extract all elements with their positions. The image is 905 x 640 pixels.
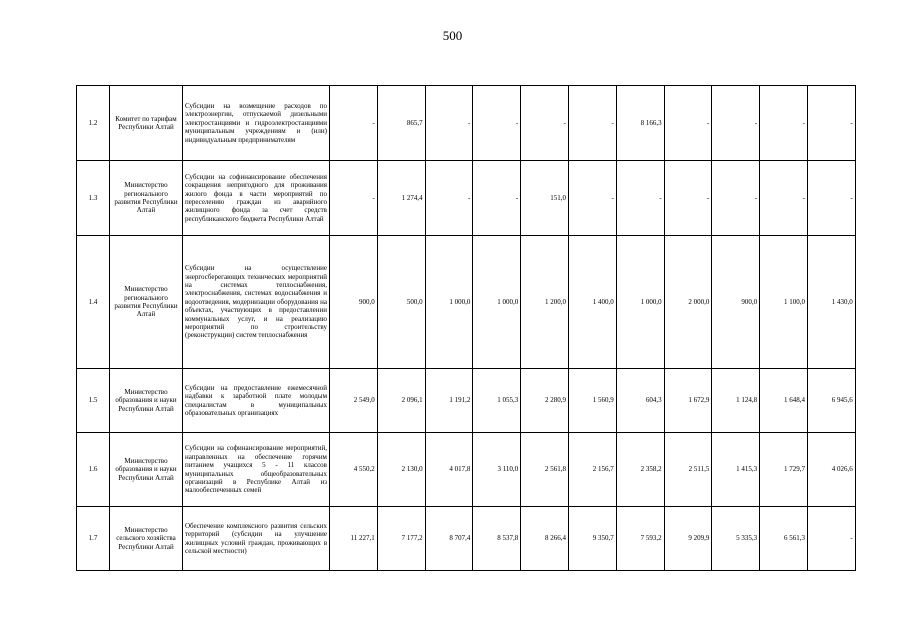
value-cell: 1 672,9 bbox=[664, 369, 712, 433]
value-cell: - bbox=[473, 161, 521, 236]
value-cell: 4 026,6 bbox=[807, 433, 855, 507]
table-row bbox=[77, 507, 856, 571]
value-cell: 11 227,1 bbox=[330, 507, 378, 571]
value-cell: 1 000,0 bbox=[473, 236, 521, 369]
value-cell: - bbox=[807, 161, 855, 236]
value-cell: - bbox=[568, 86, 616, 161]
description-cell: Субсидии на возмещение расходов по электроэнергии, отпускаемой дизельными электростанциями и гидроэлектростанциями муниципальным учреждениям и (или) индивидуальным предпринимателям bbox=[183, 86, 330, 161]
value-cell: 900,0 bbox=[712, 236, 760, 369]
value-cell: - bbox=[473, 86, 521, 161]
value-cell: 4 017,8 bbox=[425, 433, 473, 507]
description-cell: Субсидии на софинансирование мероприятий, направленных на обеспечение горячим питанием учащихся 5 - 11 классов муниципальных общеобразовательных организаций в Республике Алтай из малообеспеченных семей bbox=[183, 433, 330, 507]
value-cell: 6 561,3 bbox=[760, 507, 808, 571]
row-number-cell: 1.4 bbox=[77, 236, 110, 369]
table-row bbox=[77, 369, 856, 433]
description-cell: Субсидии на софинансирование обеспечения сокращения непригодного для проживания жилого фонда в части мероприятий по переселению граждан из аварийного жилищного фонда за счет средств республиканского бюджета Республики Алтай bbox=[183, 161, 330, 236]
value-cell: 3 110,0 bbox=[473, 433, 521, 507]
value-cell: 151,0 bbox=[521, 161, 569, 236]
value-cell: 604,3 bbox=[616, 369, 664, 433]
row-number-cell: 1.2 bbox=[77, 86, 110, 161]
value-cell: - bbox=[807, 86, 855, 161]
value-cell: 1 000,0 bbox=[616, 236, 664, 369]
value-cell: - bbox=[568, 161, 616, 236]
value-cell: 1 430,0 bbox=[807, 236, 855, 369]
value-cell: - bbox=[425, 161, 473, 236]
value-cell: 5 335,3 bbox=[712, 507, 760, 571]
organization-cell: Министерство сельского хозяйства Республики Алтай bbox=[110, 507, 183, 571]
value-cell: 1 648,4 bbox=[760, 369, 808, 433]
organization-cell: Министерство образования и науки Республики Алтай bbox=[110, 433, 183, 507]
description-cell: Обеспечение комплексного развития сельских территорий (субсидии на улучшение жилищных условий граждан, проживающих в сельской местности) bbox=[183, 507, 330, 571]
organization-cell: Министерство образования и науки Республики Алтай bbox=[110, 369, 183, 433]
value-cell: 500,0 bbox=[377, 236, 425, 369]
value-cell: - bbox=[712, 161, 760, 236]
value-cell: 900,0 bbox=[330, 236, 378, 369]
value-cell: 1 729,7 bbox=[760, 433, 808, 507]
page-number: 500 bbox=[442, 28, 463, 43]
value-cell: 1 200,0 bbox=[521, 236, 569, 369]
value-cell: 4 550,2 bbox=[330, 433, 378, 507]
value-cell: - bbox=[760, 86, 808, 161]
row-number-cell: 1.5 bbox=[77, 369, 110, 433]
value-cell: 865,7 bbox=[377, 86, 425, 161]
value-cell: 1 000,0 bbox=[425, 236, 473, 369]
value-cell: 1 124,8 bbox=[712, 369, 760, 433]
value-cell: 8 707,4 bbox=[425, 507, 473, 571]
value-cell: 9 350,7 bbox=[568, 507, 616, 571]
value-cell: - bbox=[664, 161, 712, 236]
value-cell: 2 130,0 bbox=[377, 433, 425, 507]
value-cell: 8 266,4 bbox=[521, 507, 569, 571]
value-cell: - bbox=[712, 86, 760, 161]
organization-cell: Комитет по тарифам Республики Алтай bbox=[110, 86, 183, 161]
value-cell: 2 561,8 bbox=[521, 433, 569, 507]
organization-cell: Министерство регионального развития Республики Алтай bbox=[110, 236, 183, 369]
organization-cell: Министерство регионального развития Республики Алтай bbox=[110, 161, 183, 236]
value-cell: 2 549,0 bbox=[330, 369, 378, 433]
value-cell: - bbox=[760, 161, 808, 236]
value-cell: 1 274,4 bbox=[377, 161, 425, 236]
value-cell: 1 055,3 bbox=[473, 369, 521, 433]
value-cell: - bbox=[664, 86, 712, 161]
value-cell: 1 560,9 bbox=[568, 369, 616, 433]
value-cell: 1 400,0 bbox=[568, 236, 616, 369]
row-number-cell: 1.7 bbox=[77, 507, 110, 571]
value-cell: 2 156,7 bbox=[568, 433, 616, 507]
value-cell: 1 415,3 bbox=[712, 433, 760, 507]
value-cell: 2 511,5 bbox=[664, 433, 712, 507]
table-row bbox=[77, 236, 856, 369]
table-row bbox=[77, 86, 856, 161]
value-cell: - bbox=[425, 86, 473, 161]
value-cell: - bbox=[616, 161, 664, 236]
value-cell: 6 945,6 bbox=[807, 369, 855, 433]
value-cell: 7 593,2 bbox=[616, 507, 664, 571]
value-cell: 2 000,0 bbox=[664, 236, 712, 369]
value-cell: - bbox=[330, 161, 378, 236]
value-cell: - bbox=[807, 507, 855, 571]
table-row bbox=[77, 433, 856, 507]
value-cell: - bbox=[521, 86, 569, 161]
value-cell: - bbox=[330, 86, 378, 161]
value-cell: 1 191,2 bbox=[425, 369, 473, 433]
description-cell: Субсидии на предоставление ежемесячной надбавки к заработной плате молодым специалистам в муниципальных образовательных организациях bbox=[183, 369, 330, 433]
value-cell: 8 166,3 bbox=[616, 86, 664, 161]
budget-table bbox=[76, 85, 856, 571]
value-cell: 2 358,2 bbox=[616, 433, 664, 507]
table-row bbox=[77, 161, 856, 236]
value-cell: 8 537,8 bbox=[473, 507, 521, 571]
value-cell: 7 177,2 bbox=[377, 507, 425, 571]
row-number-cell: 1.6 bbox=[77, 433, 110, 507]
description-cell: Субсидии на осуществление энергосберегающих технических мероприятий на системах теплоснабжения, электроснабжения, системах водоснабжения и водоотведения, модернизации оборудования на объектах, участвующих в предоставлении коммунальных услуг, и на реализацию мероприятий по строительству (реконструкции) систем теплоснабжения bbox=[183, 236, 330, 369]
row-number-cell: 1.3 bbox=[77, 161, 110, 236]
value-cell: 9 209,9 bbox=[664, 507, 712, 571]
value-cell: 1 100,0 bbox=[760, 236, 808, 369]
value-cell: 2 096,1 bbox=[377, 369, 425, 433]
value-cell: 2 280,9 bbox=[521, 369, 569, 433]
